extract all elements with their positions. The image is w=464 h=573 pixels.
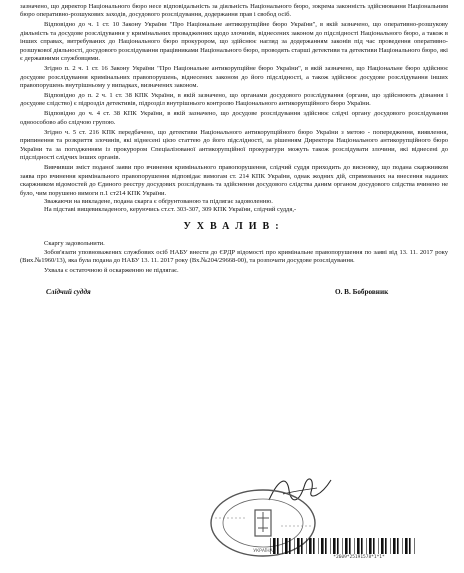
paragraph-7: Вивчивши зміст поданої заяви про вчинення кримінального правопорушення, слідчий суддя приходить до висновку, що подана скаржником заява про вчинення кримінального правопорушення відповідає вимогам ст. 214 КПК України, однак жодних дій, спрямованих на внесення наданих скаржником відомостей до Єдиного реєстру досудових розслідувань та здійснення досудового слідства даним органом досудового слідства вчинено не було, чим порушено вимоги п.1 ст214 КПК України. [20, 164, 448, 197]
resolution-2: Зобов'язати уповноважених службових осіб НАБУ внести до ЄРДР відомості про кримінальне правопорушення по заяві від 13. 11. 2017 року (Вих.№1960/13), яка була подана до НАБУ 13. 11. 2017 року (Вх.№204/29668-00), та розпочати досудове розслідування. [20, 248, 448, 265]
judge-name: О. В. Бобровник [335, 287, 389, 296]
resolution-1: Скаргу задовольнити. [44, 240, 105, 248]
paragraph-9: На підставі вищевикладеного, керуючись ст.ст. 303-307, 309 КПК України, слідчий суддя,- [44, 206, 297, 214]
barcode-icon [268, 538, 418, 554]
paragraph-3: Згідно п. 2 ч. 1 ст. 16 Закону України "Про Національне антикорупційне бюро України", в якій зазначено, що Національне бюро здійснює досудове розслідування кримінальних правопорушень, віднесених законом до його підслідності, а також здійснює досудове розслідування інших правопорушень внутрішньому у випадках, визначених законом. [20, 65, 448, 90]
paragraph-8: Зважаючи на викладене, подана скарга є обґрунтованою та підлягає задоволенню. [44, 197, 273, 205]
barcode-number: *2609*25191578*1*1* [333, 555, 385, 560]
paragraph-6: Згідно ч. 5 ст. 216 КПК передбачено, що детективи Національного антикорупційного бюро України з метою - попередження, виявлення, припинення та розкриття злочинів, які віднесені цією статтею до його підслідності, за рішенням Директора Національного антикорупційного бюро України та за погодженням із прокурором Спеціалізованої антикорупційної прокуратури можуть також розслідувати злочини, які віднесені до підслідності слідчих інших органів. [20, 128, 448, 162]
judge-role: Слідчий суддя [46, 287, 91, 296]
ruling-heading: УХВАЛИВ: [183, 220, 285, 232]
paragraph-1: зазначено, що директор Національного бюро несе відповідальність за діяльність Національного бюро, зокрема законність здійснювання Національним бюро оперативно-розшукових заходів, досудового розслідування, додержання прав і свобод осіб. [20, 3, 448, 19]
svg-text:УКРАЇНА: УКРАЇНА [253, 549, 273, 554]
paragraph-5: Відповідно до ч. 4 ст. 38 КПК України, в якій зазначено, що досудове розслідування здійснює слідчі органу досудового розслідування одноособово або слідчою групою. [20, 110, 448, 126]
paragraph-4: Відповідно до п. 2 ч. 1 ст. 38 КПК України, в якій зазначено, що органами досудового розслідування (органи, що здійснюють дізнання і досудове слідство) є підрозділ детективів, підрозділ внутрішнього контролю Національного антикорупційного бюро України. [20, 92, 448, 108]
signature-row [20, 286, 448, 302]
paragraph-2: Відповідно до ч. 1 ст. 10 Закону України "Про Національне антикорупційне бюро України", в якій зазначено, що оперативно-розшукову діяльність та досудове розслідування у кримінальних провадженнях щодо злочинів, віднесених законом до підслідності Національного бюро, а також в інших справах, витребуваних до Національного бюро прокурором, що здійснює нагляд за додержанням законів під час проведення оперативно-розшукової діяльності, досудового розслідування працівниками Національного бюро, проводять старші детективи та детективи Національного бюро, які є державними службовцями. [20, 21, 448, 63]
resolution-3: Ухвала є остаточною й оскарженню не підлягає. [44, 267, 179, 275]
